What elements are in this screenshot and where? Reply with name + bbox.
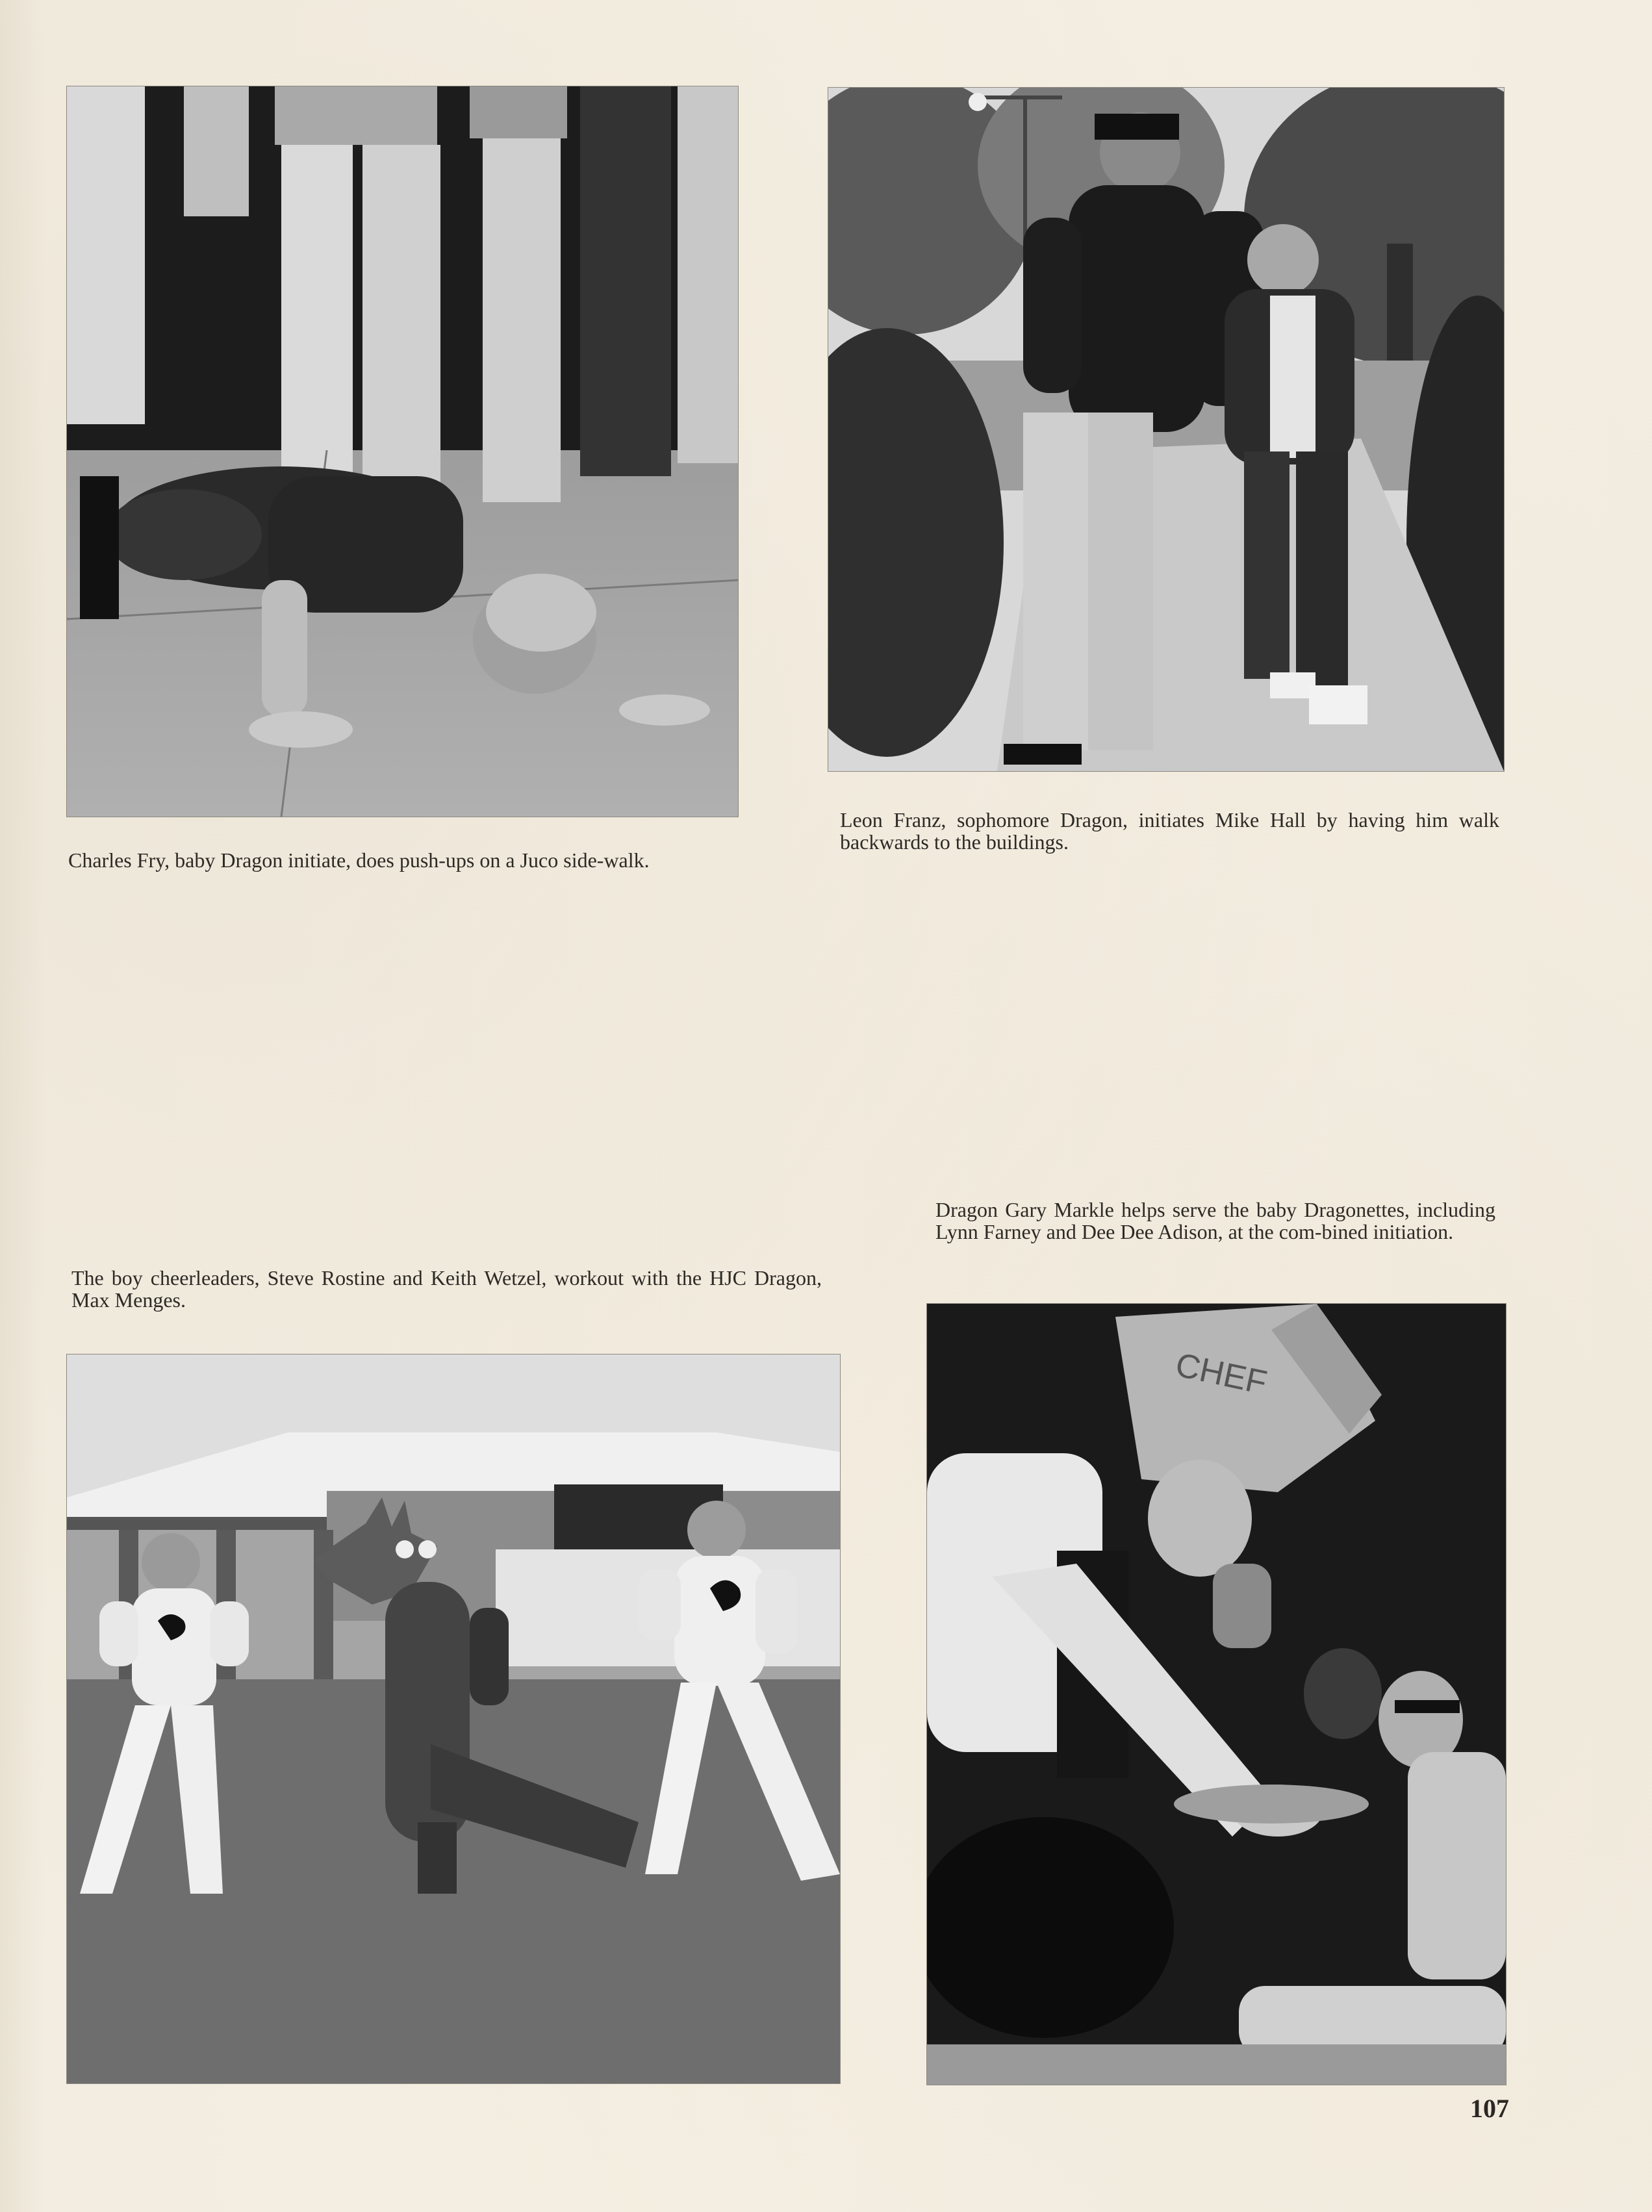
photo-serving-dragonettes: [927, 1304, 1506, 2085]
caption-serving-dragonettes: Dragon Gary Markle helps serve the baby Dragonettes, including Lynn Farney and Dee Dee Adison, at the com-bined initiation.: [935, 1198, 1495, 1243]
hat-text: CHEF: [1172, 1346, 1271, 1403]
caption-walking-backwards: Leon Franz, sophomore Dragon, initiates Mike Hall by having him walk backwards to the buildings.: [840, 808, 1499, 854]
caption-cheerleaders-dragon: The boy cheerleaders, Steve Rostine and Keith Wetzel, workout with the HJC Dragon, Max Menges.: [71, 1266, 822, 1312]
caption-pushups: Charles Fry, baby Dragon initiate, does push-ups on a Juco side-walk.: [68, 848, 650, 872]
photo-cheerleaders-dragon: [67, 1354, 840, 2083]
photo-pushups: [67, 86, 738, 817]
page-number: 107: [1470, 2094, 1509, 2123]
photo-walking-backwards: [828, 88, 1504, 771]
